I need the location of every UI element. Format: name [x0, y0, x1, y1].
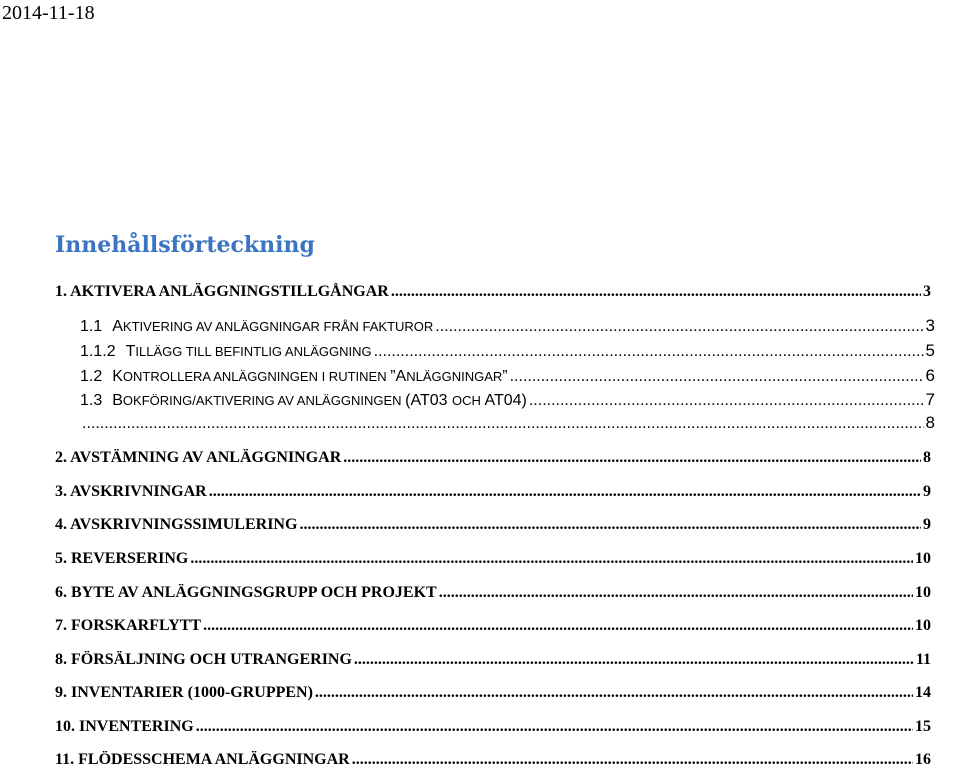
toc-leader: [391, 283, 921, 301]
toc-entry-page: 8: [923, 449, 931, 466]
toc-entry-page: 10: [915, 617, 931, 634]
toc-entry-title: 5. REVERSERING: [55, 550, 189, 567]
toc-entry-title: KONTROLLERA ANLÄGGNINGEN I RUTINEN ”ANLÄGGNINGAR”: [112, 368, 508, 385]
toc-entry-page: 10: [915, 550, 931, 567]
toc-leader: [439, 584, 913, 602]
toc-leader: [299, 516, 921, 534]
toc-entry-page: 14: [915, 684, 931, 701]
toc-leader: [315, 684, 913, 702]
toc-entry-title: 7. FORSKARFLYTT: [55, 617, 202, 634]
toc-entry-page: 6: [925, 366, 935, 385]
toc-entry-7[interactable]: [55, 617, 931, 639]
toc-leader: [352, 751, 913, 769]
toc-entry-4[interactable]: [55, 516, 931, 538]
toc-leader: [354, 651, 914, 669]
toc-entry-page: 9: [923, 483, 931, 500]
toc-entry-title: BOKFÖRING/AKTIVERING AV ANLÄGGNINGEN (AT03 OCH AT04): [112, 392, 527, 409]
toc-entry-page: 11: [915, 651, 931, 668]
toc-entry-title: 9. INVENTARIER (1000-GRUPPEN): [55, 684, 313, 701]
toc-leader: [529, 392, 924, 410]
toc-leader: [435, 318, 923, 336]
toc-entry-1[interactable]: [55, 283, 931, 305]
toc-entry-page: 10: [915, 584, 931, 601]
toc-entry-title: AKTIVERING AV ANLÄGGNINGAR FRÅN FAKTUROR: [112, 318, 434, 335]
document-date: 2014-11-18: [2, 2, 95, 24]
toc-entry-3[interactable]: [55, 483, 931, 505]
toc-entry-11[interactable]: [55, 751, 931, 773]
toc-entry-number: 1.3: [80, 392, 103, 409]
toc-entry-10[interactable]: [55, 718, 931, 740]
toc-entry-page: 3: [923, 283, 931, 300]
toc-entry-1-3[interactable]: [80, 390, 935, 412]
toc-entry-6[interactable]: [55, 584, 931, 606]
toc-entry-number: 1.2: [80, 368, 103, 385]
toc-entry-1-1-2[interactable]: [80, 341, 935, 363]
toc-leader: [190, 550, 913, 568]
toc-leader: [196, 718, 913, 736]
toc-entry-page: 7: [925, 390, 935, 409]
toc-entry-continuation[interactable]: [80, 413, 935, 435]
toc-entry-title: 11. FLÖDESSCHEMA ANLÄGGNINGAR: [55, 751, 350, 768]
toc-entry-page: 5: [925, 341, 935, 360]
toc-entry-title: TILLÄGG TILL BEFINTLIG ANLÄGGNING: [125, 343, 372, 360]
toc-entry-number: 1.1.2: [80, 343, 116, 360]
toc-entry-title: 6. BYTE AV ANLÄGGNINGSGRUPP OCH PROJEKT: [55, 584, 437, 601]
toc-entry-title: 4. AVSKRIVNINGSSIMULERING: [55, 516, 298, 533]
toc-entry-title: 3. AVSKRIVNINGAR: [55, 483, 207, 500]
toc-leader: [343, 449, 921, 467]
toc-entry-page: 9: [923, 516, 931, 533]
toc-entry-page: 3: [925, 316, 935, 335]
toc-entry-title: 1. AKTIVERA ANLÄGGNINGSTILLGÅNGAR: [55, 283, 389, 300]
toc-entry-9[interactable]: [55, 684, 931, 706]
toc-entry-title: 10. INVENTERING: [55, 718, 194, 735]
toc-entry-page: 16: [915, 751, 931, 768]
toc-leader: [209, 483, 921, 501]
toc-entry-number: 1.1: [80, 318, 103, 335]
toc-leader: [82, 415, 924, 433]
toc-entry-5[interactable]: [55, 550, 931, 572]
toc-leader: [203, 617, 913, 635]
toc-entry-8[interactable]: [55, 651, 931, 673]
toc-entry-1-2[interactable]: [80, 366, 935, 388]
toc-heading: Innehållsförteckning: [55, 232, 315, 258]
toc-entry-2[interactable]: [55, 449, 931, 471]
toc-entry-1-1[interactable]: [80, 316, 935, 338]
toc-entry-page: 8: [925, 413, 935, 432]
toc-leader: [374, 343, 924, 361]
toc-entry-title: 2. AVSTÄMNING AV ANLÄGGNINGAR: [55, 449, 342, 466]
toc-entry-title: 8. FÖRSÄLJNING OCH UTRANGERING: [55, 651, 352, 668]
toc-entry-page: 15: [915, 718, 931, 735]
toc-leader: [510, 368, 924, 386]
